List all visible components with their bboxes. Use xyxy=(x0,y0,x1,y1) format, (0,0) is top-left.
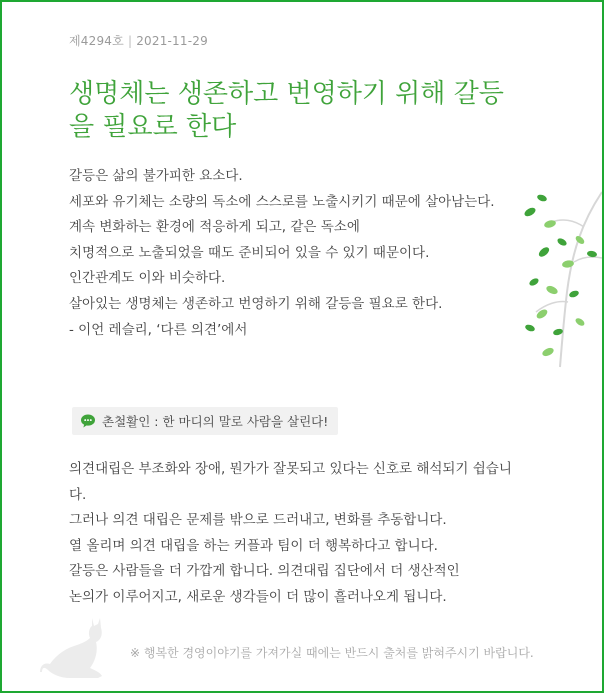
commentary-block xyxy=(69,457,529,611)
issue-meta xyxy=(69,32,208,49)
commentary-line: 의견대립은 부조화와 장애, 뭔가가 잘못되고 있다는 신호로 해석되기 쉽습니다. xyxy=(69,461,512,503)
quote-block xyxy=(69,164,529,343)
speech-bubble-icon xyxy=(80,414,96,428)
commentary-line: 논의가 이루어지고, 새로운 생각들이 더 많이 흘러나오게 됩니다. xyxy=(69,588,447,605)
meta-separator: | xyxy=(127,34,133,48)
quote-line: 인간관계도 이와 비슷하다. xyxy=(69,270,226,287)
quote-source: - 이언 레슬리, ‘다른 의견’에서 xyxy=(69,321,248,338)
leafy-branch-decoration xyxy=(522,182,602,372)
quote-line: 계속 변화하는 환경에 적응하게 되고, 같은 독소에 xyxy=(69,219,360,236)
quote-line: 세포와 유기체는 소량의 독소에 스스로를 노출시키기 때문에 살아남는다. xyxy=(69,193,495,210)
commentary-line: 열 올리며 의견 대립을 하는 커플과 팀이 더 행복하다고 합니다. xyxy=(69,537,438,554)
quote-line: 갈등은 삶의 불가피한 요소다. xyxy=(69,168,243,184)
commentary-line: 그러나 의견 대립은 문제를 밖으로 드러내고, 변화를 추동합니다. xyxy=(69,512,447,529)
quote-line: 살아있는 생명체는 생존하고 번영하기 위해 갈등을 필요로 한다. xyxy=(69,295,443,312)
copyright-notice: ※ 행복한 경영이야기를 가져가실 때에는 반드시 출처를 밝혀주시기 바랍니다. xyxy=(130,646,534,660)
issue-date: 2021-11-29 xyxy=(136,34,208,48)
motto-tag xyxy=(72,407,338,435)
page-title: 생명체는 생존하고 번영하기 위해 갈등을 필요로 한다 xyxy=(69,79,504,142)
commentary-line: 갈등은 사람들을 더 가깝게 합니다. 의견대립 집단에서 더 생산적인 xyxy=(69,563,460,580)
quote-line: 치명적으로 노출되었을 때도 준비되어 있을 수 있기 때문이다. xyxy=(69,244,430,261)
motto-label: 촌철활인 : 한 마디의 말로 사람을 살린다! xyxy=(102,414,329,429)
cat-silhouette-icon xyxy=(40,614,110,680)
issue-number: 제4294호 xyxy=(69,34,124,48)
